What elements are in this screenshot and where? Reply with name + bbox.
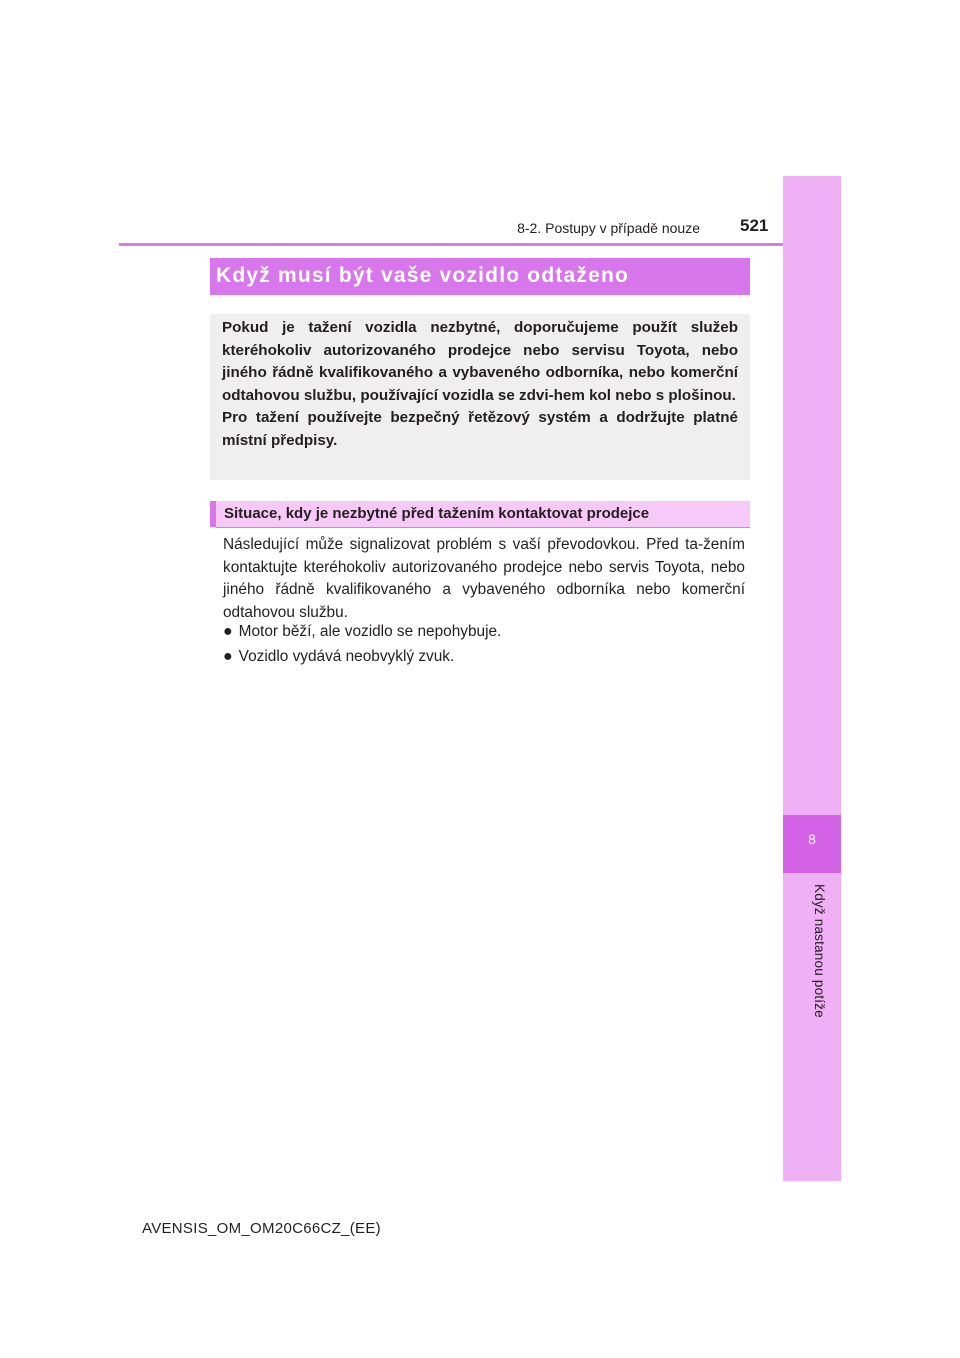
section-title: Když musí být vaše vozidlo odtaženo bbox=[216, 264, 630, 287]
subheading: Situace, kdy je nezbytné před tažením kontaktovat prodejce bbox=[224, 505, 650, 522]
subheading-bar bbox=[210, 501, 750, 527]
subheading-underline bbox=[216, 527, 750, 528]
page-number: 521 bbox=[740, 216, 769, 235]
intro-text bbox=[222, 317, 738, 453]
bullet-icon: ● bbox=[223, 623, 233, 640]
bullet-icon: ● bbox=[223, 648, 233, 665]
chapter-number: 8 bbox=[808, 831, 816, 847]
list-item bbox=[223, 621, 501, 643]
footer-doc-code: AVENSIS_OM_OM20C66CZ_(EE) bbox=[142, 1220, 381, 1237]
chapter-side-tab bbox=[783, 176, 841, 1181]
list-item bbox=[223, 646, 454, 668]
section-title-bar bbox=[210, 258, 750, 295]
header-divider bbox=[119, 243, 783, 246]
chapter-title: Když nastanou potíže bbox=[812, 884, 827, 1018]
intro-paragraph-2: Pro tažení používejte bezpečný řetězový systém a dodržujte platné místní předpisy. bbox=[222, 409, 738, 449]
intro-paragraph-1: Pokud je tažení vozidla nezbytné, doporučujeme použít služeb kteréhokoliv autorizovaného prodejce nebo servisu Toyota, nebo jiného řádně kvalifikovaného a vybaveného odborníka, nebo komerční odtahovou službu, používající vozidla se zdvi-hem kol nebo s plošinou. bbox=[222, 319, 738, 404]
list-item-text: Motor běží, ale vozidlo se nepohybuje. bbox=[238, 623, 502, 640]
intro-box bbox=[210, 314, 750, 480]
list-item-text: Vozidlo vydává neobvyklý zvuk. bbox=[238, 648, 455, 665]
header-section-title: 8-2. Postupy v případě nouze bbox=[517, 220, 700, 236]
body-paragraph: Následující může signalizovat problém s vaší převodovkou. Před ta-žením kontaktujte kteréhokoliv autorizovaného prodejce nebo servis Toyota, nebo jiného řádně kvalifikovaného a vybaveného odborníka nebo komerční odtahovou službu. bbox=[223, 536, 745, 621]
